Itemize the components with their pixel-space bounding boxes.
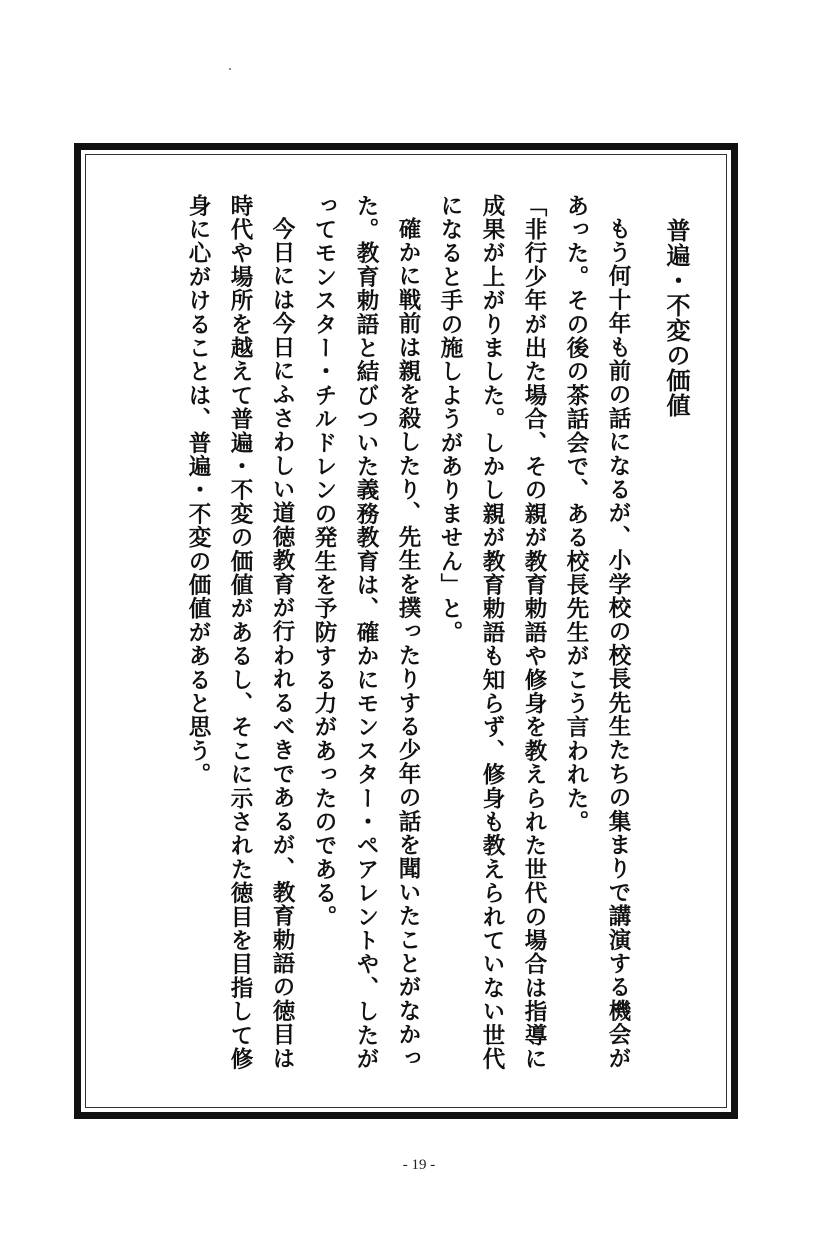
text-frame bbox=[74, 143, 738, 1119]
section-heading: 普遍・不変の価値 bbox=[662, 218, 691, 418]
paragraph: 「非行少年が出た場合、その親が教育勅語や修身を教えられた世代の場合は指導に成果が上がりました。しかし親が教育勅語も知らず、修身も教えられていない世代になると手の施しようがありません」と。 bbox=[437, 194, 547, 1071]
vertical-text-body bbox=[117, 194, 697, 1074]
paragraph: もう何十年も前の話になるが、小学校の校長先生たちの集まりで講演する機会があった。その後の茶話会で、ある校長先生がこう言われた。 bbox=[563, 194, 631, 1070]
paragraph: 確かに戦前は親を殺したり、先生を撲ったりする少年の話を聞いたことがなかった。教育勅語と結びついた義務教育は、確かにモンスター・ペアレントや、したがってモンスター・チルドレンの発生を予防する力があったのである。 bbox=[311, 194, 421, 1071]
scan-speck bbox=[229, 68, 231, 70]
paragraph: 今日には今日にふさわしい道徳教育が行われるべきであるが、教育勅語の徳目は時代や場所を越えて普遍・不変の価値があるし、そこに示された徳目を目指して修身に心がけることは、普遍・不変の価値があると思う。 bbox=[185, 194, 295, 1071]
page-number: - 19 - bbox=[402, 1157, 436, 1173]
